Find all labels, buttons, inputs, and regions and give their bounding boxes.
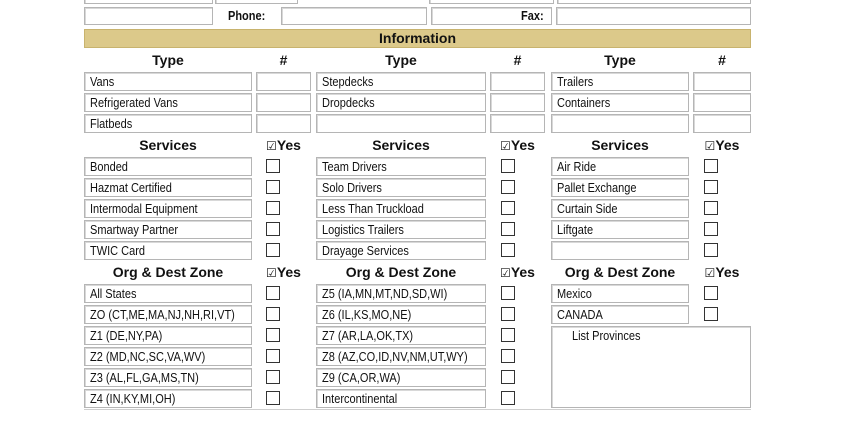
service-checkbox[interactable] — [704, 243, 718, 257]
zone-label: Z4 (IN,KY,MI,OH) — [90, 392, 176, 406]
equipment-count-field[interactable] — [490, 72, 545, 91]
service-checkbox[interactable] — [704, 222, 718, 236]
equipment-label: Stepdecks — [322, 75, 374, 89]
provinces-label: List Provinces — [572, 329, 641, 343]
zone-row — [316, 347, 486, 366]
service-row — [84, 157, 252, 176]
service-row — [316, 241, 486, 260]
service-checkbox[interactable] — [704, 201, 718, 215]
service-checkbox[interactable] — [704, 159, 718, 173]
zone-label: Z9 (CA,OR,WA) — [322, 371, 401, 385]
equipment-row[interactable] — [551, 72, 689, 91]
service-row — [551, 157, 689, 176]
service-label: Intermodal Equipment — [90, 202, 198, 216]
equipment-row[interactable] — [316, 114, 486, 133]
phone-field[interactable] — [281, 7, 427, 25]
partial-field-4[interactable] — [557, 0, 751, 4]
equipment-label: Dropdecks — [322, 96, 375, 110]
service-checkbox[interactable] — [266, 180, 280, 194]
equipment-count-field[interactable] — [490, 114, 545, 133]
yes-header-label: Yes — [510, 137, 535, 153]
zone-row — [84, 389, 252, 408]
service-label: Pallet Exchange — [557, 181, 637, 195]
service-checkbox[interactable] — [266, 159, 280, 173]
service-label: Solo Drivers — [322, 181, 382, 195]
yes-header-label: Yes — [715, 137, 740, 153]
zone-checkbox[interactable] — [266, 370, 280, 384]
provinces-textarea[interactable] — [551, 326, 751, 408]
checked-box-icon: ☑ — [500, 139, 511, 153]
zone-label: CANADA — [557, 308, 603, 322]
equipment-count-field[interactable] — [256, 72, 311, 91]
service-checkbox[interactable] — [266, 201, 280, 215]
equipment-row[interactable] — [316, 93, 486, 112]
service-label: Logistics Trailers — [322, 223, 404, 237]
service-label: Bonded — [90, 160, 128, 174]
service-label: Smartway Partner — [90, 223, 179, 237]
zone-row — [316, 326, 486, 345]
type-header-3: Type — [604, 52, 636, 68]
zone-checkbox[interactable] — [501, 391, 515, 405]
zone-row — [84, 284, 252, 303]
checked-box-icon: ☑ — [266, 266, 277, 280]
service-checkbox[interactable] — [501, 201, 515, 215]
service-row — [316, 220, 486, 239]
top-partial-row — [84, 0, 751, 3]
service-label: Less Than Truckload — [322, 202, 424, 216]
zone-checkbox[interactable] — [501, 307, 515, 321]
zone-row — [84, 347, 252, 366]
service-row[interactable] — [551, 241, 689, 260]
yes-header — [490, 263, 545, 282]
service-checkbox[interactable] — [501, 243, 515, 257]
zone-label: Z8 (AZ,CO,ID,NV,NM,UT,WY) — [322, 350, 468, 364]
service-label: Curtain Side — [557, 202, 618, 216]
zone-label: Z6 (IL,KS,MO,NE) — [322, 308, 412, 322]
zone-header-2: Org & Dest Zone — [345, 264, 457, 280]
zone-label: Intercontinental — [322, 392, 398, 406]
service-row — [551, 178, 689, 197]
equipment-row[interactable] — [551, 93, 689, 112]
service-checkbox[interactable] — [266, 243, 280, 257]
partial-field-2[interactable] — [215, 0, 298, 4]
phone-label: Phone: — [228, 9, 266, 23]
service-row — [551, 199, 689, 218]
zone-row — [551, 284, 689, 303]
service-row — [316, 178, 486, 197]
service-row — [551, 220, 689, 239]
equipment-count-field[interactable] — [256, 114, 311, 133]
service-row — [84, 199, 252, 218]
yes-header — [693, 136, 751, 155]
zone-row — [316, 389, 486, 408]
zone-label: Z3 (AL,FL,GA,MS,TN) — [90, 371, 199, 385]
fax-field[interactable] — [556, 7, 751, 25]
equipment-label: Containers — [557, 96, 611, 110]
type-header-1: Type — [152, 52, 184, 68]
checked-box-icon: ☑ — [704, 266, 716, 280]
partial-field-1[interactable] — [84, 0, 213, 4]
service-checkbox[interactable] — [501, 159, 515, 173]
equipment-count-field[interactable] — [693, 93, 751, 112]
zone-checkbox[interactable] — [266, 286, 280, 300]
zone-checkbox[interactable] — [266, 349, 280, 363]
yes-header — [693, 263, 751, 282]
service-checkbox[interactable] — [704, 180, 718, 194]
zone-label: All States — [90, 287, 137, 301]
equipment-count-field[interactable] — [256, 93, 311, 112]
checked-box-icon: ☑ — [500, 266, 511, 280]
zone-checkbox[interactable] — [704, 307, 718, 321]
service-label: Liftgate — [557, 223, 594, 237]
zone-checkbox[interactable] — [501, 370, 515, 384]
equipment-label: Vans — [90, 75, 115, 89]
yes-header — [256, 263, 311, 282]
partial-field-3[interactable] — [429, 0, 554, 4]
service-row — [316, 157, 486, 176]
zone-label: Z1 (DE,NY,PA) — [90, 329, 163, 343]
zone-checkbox[interactable] — [501, 328, 515, 342]
equipment-count-field[interactable] — [490, 93, 545, 112]
equipment-row[interactable] — [316, 72, 486, 91]
equipment-label: Flatbeds — [90, 117, 133, 131]
equipment-label: Trailers — [557, 75, 594, 89]
services-header-2: Services — [372, 137, 430, 153]
fax-label: Fax: — [521, 9, 544, 23]
zone-label: Z2 (MD,NC,SC,VA,WV) — [90, 350, 206, 364]
yes-header — [490, 136, 545, 155]
type-header-2: Type — [385, 52, 417, 68]
zone-header-3: Org & Dest Zone — [564, 264, 676, 280]
zone-checkbox[interactable] — [266, 307, 280, 321]
zone-checkbox[interactable] — [501, 286, 515, 300]
equipment-count-field[interactable] — [693, 72, 751, 91]
service-checkbox[interactable] — [266, 222, 280, 236]
yes-header-label: Yes — [715, 264, 740, 280]
num-header-3: # — [718, 52, 726, 68]
zone-checkbox[interactable] — [501, 349, 515, 363]
equipment-label: Refrigerated Vans — [90, 96, 178, 110]
zone-row — [316, 368, 486, 387]
zone-checkbox[interactable] — [704, 286, 718, 300]
service-row — [84, 241, 252, 260]
bottom-divider — [84, 409, 751, 410]
service-row — [84, 220, 252, 239]
yes-header — [256, 136, 311, 155]
equipment-row[interactable] — [84, 93, 252, 112]
equipment-row[interactable] — [84, 114, 252, 133]
service-label: Team Drivers — [322, 160, 387, 174]
zone-label: Z5 (IA,MN,MT,ND,SD,WI) — [322, 287, 448, 301]
equipment-row[interactable] — [84, 72, 252, 91]
zone-row — [84, 368, 252, 387]
services-header-3: Services — [591, 137, 649, 153]
zone-row — [316, 284, 486, 303]
zone-header-1: Org & Dest Zone — [112, 264, 224, 280]
yes-header-label: Yes — [510, 264, 535, 280]
service-label: TWIC Card — [90, 244, 145, 258]
yes-header-label: Yes — [276, 137, 301, 153]
zone-label: Z7 (AR,LA,OK,TX) — [322, 329, 414, 343]
zone-row — [84, 305, 252, 324]
service-label: Drayage Services — [322, 244, 409, 258]
service-label: Air Ride — [557, 160, 597, 174]
information-title: Information — [379, 30, 456, 46]
checked-box-icon: ☑ — [266, 139, 277, 153]
equipment-count-field[interactable] — [693, 114, 751, 133]
yes-header-label: Yes — [276, 264, 301, 280]
num-header-1: # — [279, 52, 288, 68]
service-row — [316, 199, 486, 218]
checked-box-icon: ☑ — [704, 139, 716, 153]
zone-row — [84, 326, 252, 345]
services-header-1: Services — [139, 137, 197, 153]
service-checkbox[interactable] — [501, 180, 515, 194]
zone-checkbox[interactable] — [266, 328, 280, 342]
zone-row — [316, 305, 486, 324]
service-label: Hazmat Certified — [90, 181, 172, 195]
zone-checkbox[interactable] — [266, 391, 280, 405]
zone-row — [551, 305, 689, 324]
contact-blank-field[interactable] — [84, 7, 213, 25]
zone-label: ZO (CT,ME,MA,NJ,NH,RI,VT) — [90, 308, 235, 322]
service-checkbox[interactable] — [501, 222, 515, 236]
service-row — [84, 178, 252, 197]
equipment-row[interactable] — [551, 114, 689, 133]
zone-label: Mexico — [557, 287, 592, 301]
num-header-2: # — [513, 52, 522, 68]
